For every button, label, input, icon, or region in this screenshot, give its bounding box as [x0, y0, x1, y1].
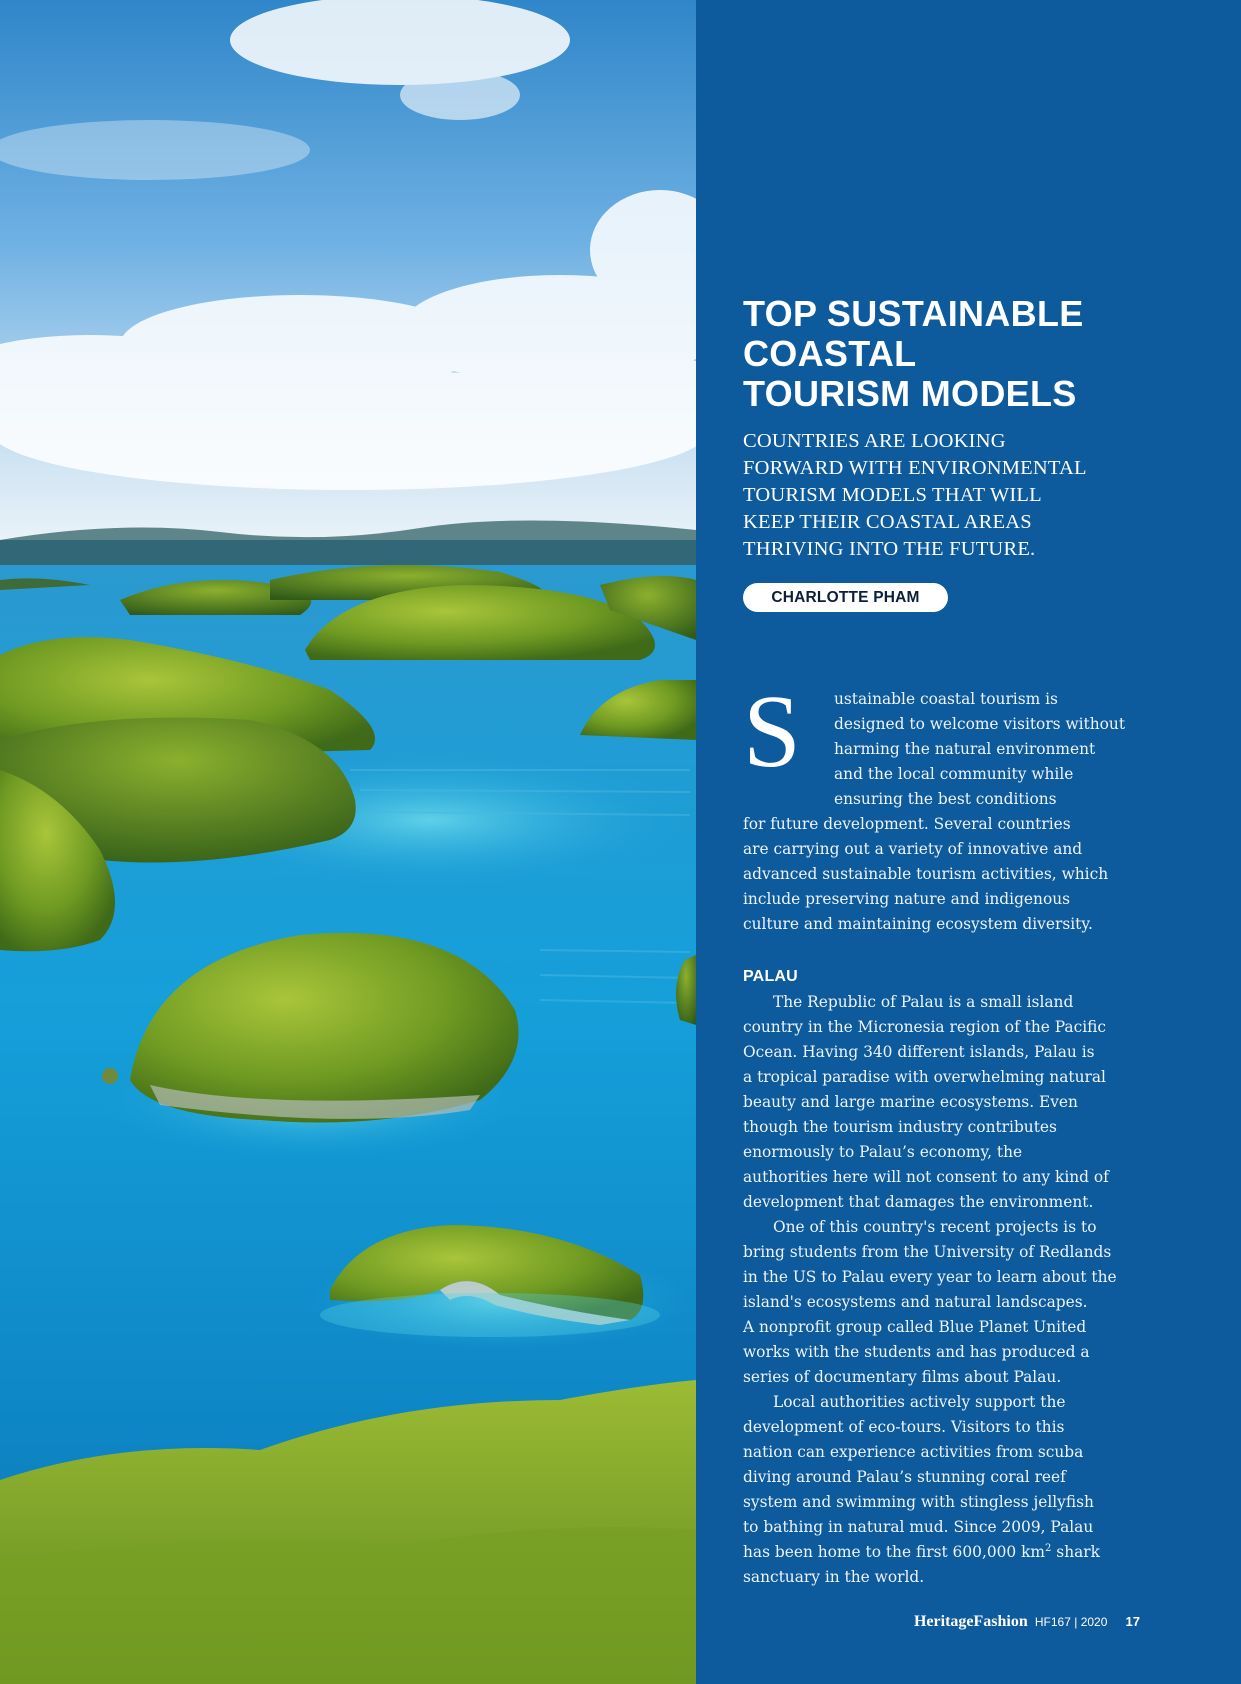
text-line: country in the Micronesia region of the Pacific: [743, 1018, 1107, 1036]
palau-section: [743, 990, 1163, 1590]
author-badge: CHARLOTTE PHAM: [743, 583, 948, 612]
text-line: Local authorities actively support the: [773, 1393, 1066, 1411]
text-fragment: has been home to the first 600,000 km: [743, 1543, 1046, 1561]
text-line: sanctuary in the world.: [743, 1568, 925, 1586]
text-line: enormously to Palau’s economy, the: [743, 1143, 1023, 1161]
section-heading: PALAU: [743, 968, 798, 985]
text-line: ustainable coastal tourism is: [834, 690, 1058, 708]
text-line: diving around Palau’s stunning coral reef: [743, 1468, 1066, 1486]
text-line-with-superscript: [743, 1540, 1163, 1565]
text-line: in the US to Palau every year to learn about the: [743, 1268, 1117, 1286]
text-line: development of eco-tours. Visitors to this: [743, 1418, 1065, 1436]
superscript: 2: [1045, 1542, 1052, 1554]
issue-number: HF167 | 2020: [1034, 1615, 1108, 1629]
text-line: works with the students and has produced a: [743, 1343, 1090, 1361]
text-line: a tropical paradise with overwhelming natural: [743, 1068, 1106, 1086]
text-line: culture and maintaining ecosystem diversity.: [743, 915, 1093, 933]
text-line: and the local community while: [834, 765, 1074, 783]
subtitle-line: KEEP THEIR COASTAL AREAS: [743, 511, 1032, 533]
title-line: TOURISM MODELS: [743, 373, 1077, 414]
magazine-name: HeritageFashion: [913, 1613, 1028, 1630]
title-line: COASTAL: [743, 333, 917, 374]
text-line: include preserving nature and indigenous: [743, 890, 1071, 908]
text-line: for future development. Several countries: [743, 815, 1071, 833]
subtitle-line: THRIVING INTO THE FUTURE.: [743, 538, 1036, 560]
subtitle-line: COUNTRIES ARE LOOKING: [743, 430, 1006, 452]
article-panel: [696, 0, 1241, 1684]
text-line: to bathing in natural mud. Since 2009, Palau: [743, 1518, 1094, 1536]
text-line: One of this country's recent projects is to: [773, 1218, 1097, 1236]
text-line: ensuring the best conditions: [834, 790, 1057, 808]
text-line: advanced sustainable tourism activities, which: [743, 865, 1109, 883]
text-line: nation can experience activities from scuba: [743, 1443, 1084, 1461]
subtitle-line: FORWARD WITH ENVIRONMENTAL: [743, 457, 1087, 479]
text-line: island's ecosystems and natural landscapes.: [743, 1293, 1088, 1311]
page-footer: [914, 1613, 1140, 1631]
text-line: authorities here will not consent to any kind of: [743, 1168, 1109, 1186]
text-fragment: shark: [1051, 1543, 1100, 1561]
text-line: Ocean. Having 340 different islands, Palau is: [743, 1043, 1095, 1061]
text-line: harming the natural environment: [834, 740, 1096, 758]
intro-paragraph: [743, 687, 1163, 937]
drop-cap: S: [743, 674, 801, 789]
text-line: beauty and large marine ecosystems. Even: [743, 1093, 1078, 1111]
text-line: designed to welcome visitors without: [834, 715, 1126, 733]
text-line: series of documentary films about Palau.: [743, 1368, 1062, 1386]
page-number: 17: [1125, 1614, 1140, 1629]
text-line: The Republic of Palau is a small island: [773, 993, 1074, 1011]
subtitle-line: TOURISM MODELS THAT WILL: [743, 484, 1042, 506]
text-line: though the tourism industry contributes: [743, 1118, 1057, 1136]
article-title: [743, 294, 1203, 414]
text-line: A nonprofit group called Blue Planet United: [743, 1318, 1087, 1336]
text-line: bring students from the University of Redlands: [743, 1243, 1112, 1261]
text-line: development that damages the environment.: [743, 1193, 1094, 1211]
text-line: are carrying out a variety of innovative and: [743, 840, 1083, 858]
article-subtitle: [743, 428, 1213, 563]
title-line: TOP SUSTAINABLE: [743, 293, 1084, 334]
text-line: system and swimming with stingless jellyfish: [743, 1493, 1094, 1511]
